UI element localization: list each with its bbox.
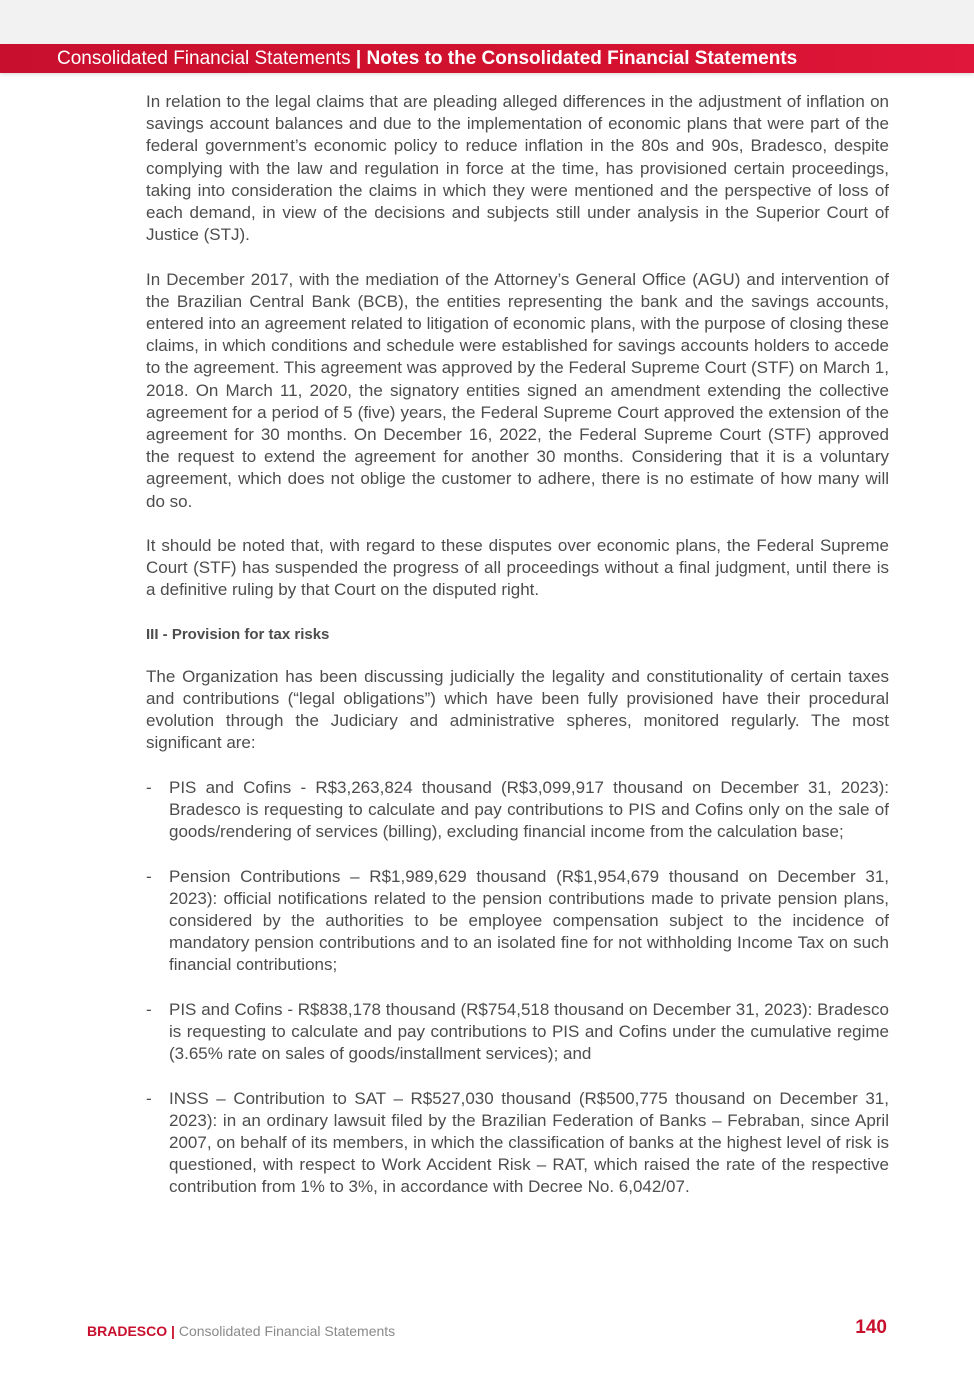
list-item [146,866,889,977]
page-content [146,91,889,1221]
page-footer [87,1317,887,1342]
footer-subtitle: Consolidated Financial Statements [178,1323,396,1339]
list-item-text: PIS and Cofins - R$838,178 thousand (R$754,518 thousand on December 31, 2023): Bradesco is requesting to calculate and pay contributions to PIS and Cofins under the cumulative regime (3.65% rate on sales of goods/installment services); and [169,999,889,1064]
paragraph-savings-claims: In relation to the legal claims that are pleading alleged differences in the adjustment of inflation on savings account balances and due to the implementation of economic plans that were part of the federal government’s economic policy to reduce inflation in the 80s and 90s, Bradesco, despite complying with the law and regulation in force at the time, has provisioned certain proceedings, taking into consideration the claims in which they were mentioned and the perspective of loss of each demand, in view of the decisions and subjects still under analysis in the Superior Court of Justice (STJ). [146,92,889,245]
list-item-text: Pension Contributions – R$1,989,629 thousand (R$1,954,679 thousand on December 31, 2023): official notifications related to the pension contributions made to private pension plans, considered by the authorities to be employee compensation subject to the incidence of mandatory pension contributions and to an isolated fine for not withholding Income Tax on such financial contributions; [169,866,889,975]
footer-separator: | [171,1323,175,1339]
header-banner [0,44,974,73]
list-item-text: PIS and Cofins - R$3,263,824 thousand (R$3,099,917 thousand on December 31, 2023): Bradesco is requesting to calculate and pay contributions to PIS and Cofins only on the sale of goods/rendering of services (billing), excluding financial income from the calculation base; [169,777,889,842]
tax-risk-list [146,777,889,1199]
header-title [57,44,797,73]
list-item [146,1088,889,1199]
footer-brand: BRADESCO [87,1323,168,1339]
list-item [146,999,889,1066]
bullet-dash: - [146,1088,152,1108]
page-number: 140 [855,1317,887,1338]
header-separator: | [355,48,362,69]
list-item [146,777,889,844]
paragraph-suspension: It should be noted that, with regard to these disputes over economic plans, the Federal Supreme Court (STF) has suspended the progress of all proceedings without a final judgment, until there is a definitive ruling by that Court on the disputed right. [146,536,889,600]
top-strip [0,0,974,44]
bullet-dash: - [146,866,152,886]
bullet-dash: - [146,777,152,797]
header-subsection: Notes to the Consolidated Financial Statements [366,48,798,69]
section-heading: III - Provision for tax risks [146,625,330,643]
header-section: Consolidated Financial Statements [57,48,351,69]
paragraph-agreement: In December 2017, with the mediation of the Attorney’s General Office (AGU) and intervention of the Brazilian Central Bank (BCB), the entities representing the bank and the savings accounts, entered into an agreement related to litigation of economic plans, with the purpose of closing these claims, in which conditions and schedule were established for savings accounts holders to accede to the agreement. This agreement was approved by the Federal Supreme Court (STF) on March 1, 2018. On March 11, 2020, the signatory entities signed an amendment extending the collective agreement for a period of 5 (five) years, the Federal Supreme Court approved the extension of the agreement for 30 months. On December 16, 2022, the Federal Supreme Court (STF) approved the request to extend the agreement for another 30 months. Considering that it is a voluntary agreement, which does not oblige the customer to adhere, there is no estimate of how many will do so. [146,269,889,511]
bullet-dash: - [146,999,152,1019]
list-item-text: INSS – Contribution to SAT – R$527,030 thousand (R$500,775 thousand on December 31, 2023): in an ordinary lawsuit filed by the Brazilian Federation of Banks – Febraban, since April 2007, on behalf of its members, in which the classification of banks at the highest level of risk is questioned, with respect to Work Accident Risk – RAT, which raised the rate of the respective contribution from 1% to 3%, in accordance with Decree No. 6,042/07. [169,1088,889,1197]
section-intro: The Organization has been discussing judicially the legality and constitutionality of certain taxes and contributions (“legal obligations”) which have been fully provisioned have their procedural evolution through the Judiciary and administrative spheres, monitored regularly. The most significant are: [146,666,889,753]
